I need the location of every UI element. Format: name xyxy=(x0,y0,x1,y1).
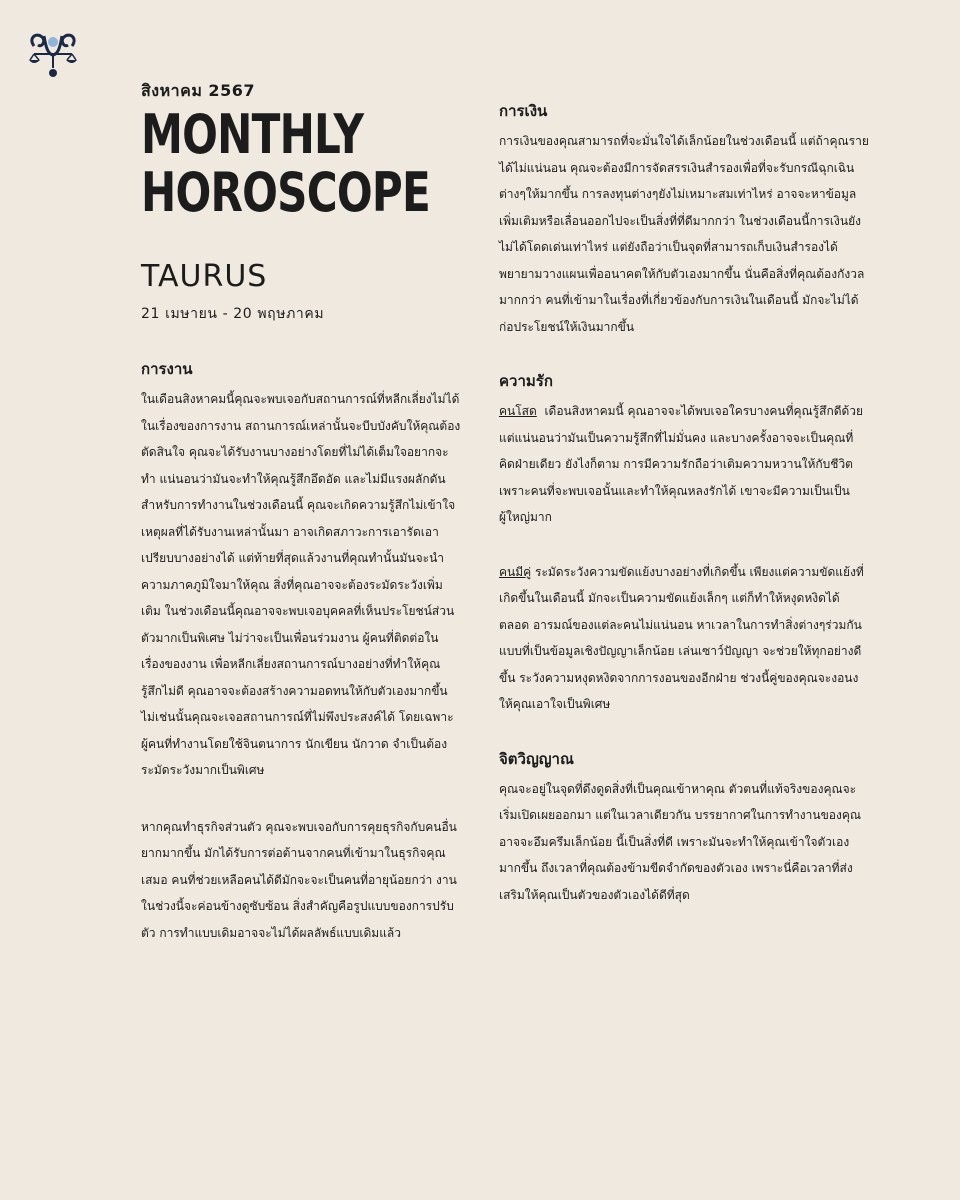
love-single-label: คนโสด xyxy=(499,404,537,418)
money-paragraph: การเงินของคุณสามารถที่จะมั่นใจได้เล็กน้อยในช่วงเดือนนี้ แต่ถ้าคุณรายได้ไม่แน่นอน คุณจะต้องมีการจัดสรรเงินสำรองเพื่อที่จะรับกรณีฉุกเฉินต่างๆให้มากขึ้น การลงทุนต่างๆยังไม่เหมาะสมเท่าไหร่ อาจจะหาข้อมูลเพิ่มเติมหรือเลื่อนออกไปจะเป็นสิ่งที่ที่ดีมากกว่า ในช่วงเดือนนี้การเงินยังไม่ได้โดดเด่นเท่าไหร่ แต่ยังถือว่าเป็นจุดที่สามารถเก็บเงินสำรองได้ พยายามวางแผนเพื่ออนาคตให้กับตัวเองมากขึ้น นั่นคือสิ่งที่คุณต้องกังวลมากกว่า คนที่เข้ามาในเรื่องที่เกี่ยวข้องกับการเงินในเดือนนี้ มักจะไม่ได้ก่อประโยชน์ให้เงินมากขึ้น xyxy=(499,134,869,334)
spirit-paragraph: คุณจะอยู่ในจุดที่ดึงดูดสิ่งที่เป็นคุณเข้าหาคุณ ตัวตนที่แท้จริงของคุณจะเริ่มเปิดเผยออกมา แต่ในเวลาเดียวกัน บรรยากาศในการทำงานของคุณอาจจะอึมครึมเล็กน้อย นี้เป็นสิ่งที่ดี เพราะมันจะทำให้คุณเข้าใจตัวเองมากขึ้น ถึงเวลาที่คุณต้องข้ามขีดจำกัดของตัวเอง เพราะนี่คือเวลาที่ส่งเสริมให้คุณเป็นตัวของตัวเองได้ดีที่สุด xyxy=(499,781,862,902)
spirit-heading: จิตวิญญาณ xyxy=(499,749,574,768)
love-couple-paragraph xyxy=(499,559,869,718)
taurus-scales-logo-icon xyxy=(26,28,80,82)
work-paragraph-2: หากคุณทำธุรกิจส่วนตัว คุณจะพบเจอกับการคุยธุรกิจกับคนอื่นยากมากขึ้น มักได้รับการต่อต้านจากคนที่เข้ามาในธุรกิจคุณเสมอ คนที่ช่วยเหลือคนได้ดีมักจะจะเป็นคนที่อายุน้อยกว่า งานในช่วงนี้จะค่อนข้างดูซับซ้อน สิ่งสำคัญคือรูปแบบของการปรับตัว การทำแบบเดิมอาจจะไม่ได้ผลลัพธ์แบบเดิมแล้ว xyxy=(141,819,457,940)
love-couple-label: คนมีคู่ xyxy=(499,564,532,579)
page-title xyxy=(141,103,430,224)
love-heading: ความรัก xyxy=(499,372,553,390)
love-couple-text: ระมัดระวังความขัดแย้งบางอย่างที่เกิดขึ้น เพียงแต่ความขัดแย้งที่เกิดขึ้นในเดือนนี้ มักจะเป็นความขัดแย้งเล็กๆ แต่ก็ทำให้หงุดหงิดได้ตลอด อารมณ์ของแต่ละคนไม่แน่นอน หาเวลาในการทำสิ่งต่างๆร่วมกันแบบที่เป็นข้อมูลเชิงปัญญาเล็กน้อย เล่นเซาว์ปัญญา จะช่วยให้ทุกอย่างดีขึ้น ระวังความหงุดหงิดจากการงอนของอีกฝ่าย ช่วงนี้คู่ของคุณจะงอนงให้คุณเอาใจเป็นพิเศษ xyxy=(499,564,864,711)
title-line-2: HOROSCOPE xyxy=(141,161,430,224)
money-heading: การเงิน xyxy=(499,102,548,120)
love-single-text: เดือนสิงหาคมนี้ คุณอาจจะได้พบเจอใครบางคนที่คุณรู้สึกดีด้วย แต่แน่นอนว่ามันเป็นความรู้สึกที่ไม่มั่นคง และบางครั้งอาจจะเป็นคุณที่คิดฝ่ายเดียว ยังไงก็ตาม การมีความรักถือว่าเติมความหวานให้กับชีวิต เพราะคนที่จะพบเจอนั้นและทำให้คุณหลงรักได้ เขาจะมีความเป็นเป็นผู้ใหญ่มาก xyxy=(499,404,864,524)
zodiac-sign: TAURUS xyxy=(141,259,268,294)
left-column xyxy=(141,80,461,946)
work-paragraph-1: ในเดือนสิงหาคมนี้คุณจะพบเจอกับสถานการณ์ที่หลีกเลี่ยงไม่ได้ในเรื่องของการงาน สถานการณ์เหล่านั้นจะบีบบังคับให้คุณต้องตัดสินใจ คุณจะได้รับงานบางอย่างโดยที่ไม่ได้เต็มใจอยากจะทำ แน่นอนว่ามันจะทำให้คุณรู้สึกอึดอัด และไม่มีแรงผลักดันสำหรับการทำงานในช่วงเดือนนี้ คุณจะเกิดความรู้สึกไม่เข้าใจเหตุผลที่ได้รับงานเหล่านั้นมา อาจเกิดสภาวะการเอารัดเอาเปรียบบางอย่างได้ แต่ท้ายที่สุดแล้วงานที่คุณทำนั้นมันจะนำความภาคภูมิใจมาให้คุณ สิ่งที่คุณอาจจะต้องระมัดระวังเพิ่มเติม ในช่วงเดือนนี้คุณอาจจะพบเจอบุคคลที่เห็นประโยชน์ส่วนตัวมากเป็นพิเศษ ไม่ว่าจะเป็นเพื่อนร่วมงาน ผู้คนที่ติดต่อในเรื่องของงาน เพื่อหลีกเลี่ยงสถานการณ์บางอย่างที่ทำให้คุณรู้สึกไม่ดี คุณอาจจะต้องสร้างความอดทนให้กับตัวเองมากขึ้น ไม่เช่นนั้นคุณจะเจอสถานการณ์ที่ไม่พึงประสงค์ได้ โดยเฉพาะผู้คนที่ทำงานโดยใช้จินตนาการ นักเขียน นักวาด จำเป็นต้องระมัดระวังมากเป็นพิเศษ xyxy=(141,392,461,777)
work-heading: การงาน xyxy=(141,360,193,378)
love-single-paragraph xyxy=(499,398,869,531)
title-line-1: MONTHLY xyxy=(141,103,364,166)
sign-date-range: 21 เมษายน - 20 พฤษภาคม xyxy=(141,306,325,322)
month-label: สิงหาคม 2567 xyxy=(141,81,255,100)
right-column xyxy=(499,100,869,908)
